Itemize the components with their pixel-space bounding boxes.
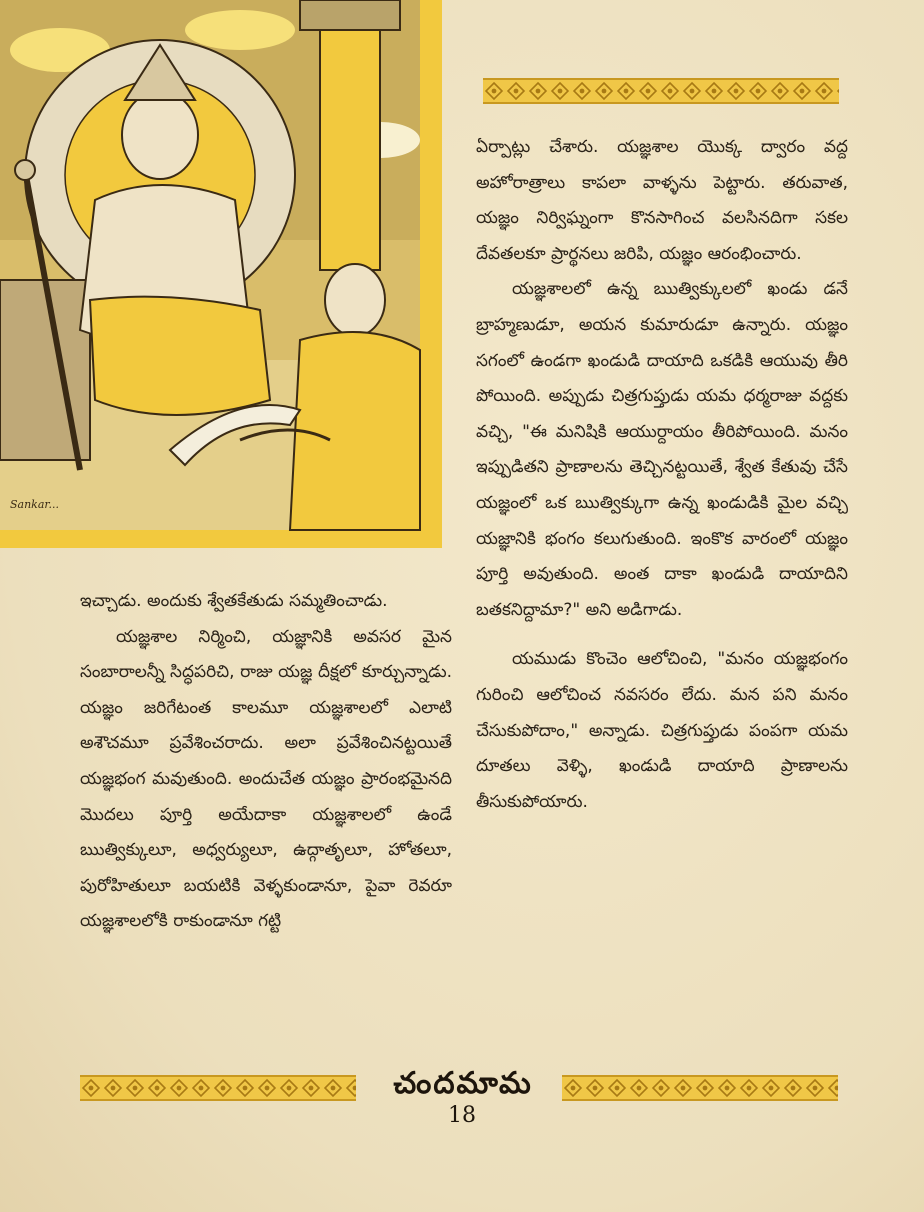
magazine-name: చందమామ [393,1066,533,1101]
left-text-column [80,584,452,940]
paragraph: యముడు కొంచెం ఆలోచించి, "మనం యజ్ఞభంగం గురించి ఆలోచించ నవసరం లేదు. మన పని మనం చేసుకుపోదాం," అన్నాడు. చిత్రగుప్తుడు పంపగా యమ దూతలు వెళ్ళి, ఖండుడి దాయాది ప్రాణాలను తీసుకుపోయారు. [476,649,848,812]
paragraph: ఏర్పాట్లు చేశారు. యజ్ఞశాల యొక్క ద్వారం వద్ద అహోరాత్రాలు కాపలా వాళ్ళను పెట్టారు. తరువాత, యజ్ఞం నిర్విఘ్నంగా కొనసాగించ వలసినదిగా సకల దేవతలకూ ప్రార్థనలు జరిపి, యజ్ఞం ఆరంభించారు. [476,137,848,264]
page-number: 18 [448,1103,476,1128]
paragraph: యజ్ఞశాలలో ఉన్న ఋత్విక్కులలో ఖండు డనే బ్రాహ్మణుడూ, అయన కుమారుడూ ఉన్నారు. యజ్ఞం సగంలో ఉండగా ఖండుడి దాయాది ఒకడికి ఆయువు తీరి పోయింది. అప్పుడు చిత్రగుప్తుడు యమ ధర్మరాజు వద్దకు వచ్చి, "ఈ మనిషికి ఆయుర్దాయం తీరిపోయింది. మనం ఇప్పుడితని ప్రాణాలను తెచ్చినట్టయితే, శ్వేత కేతువు చేసే యజ్ఞంలో ఒక ఋత్విక్కుగా ఉన్న ఖండుడికి మైల వచ్చి యజ్ఞానికి భంగం కలుగుతుంది. ఇంకొక వారంలో యజ్ఞం పూర్తి అవుతుంది. అంత దాకా ఖండుడి దాయాదిని బతకనిద్దామా?" అని అడిగాడు. [476,279,848,620]
illustration-art [0,0,442,548]
decorative-border-footer-left [80,1075,356,1101]
paragraph: ఇచ్చాడు. అందుకు శ్వేతకేతుడు సమ్మతించాడు. [80,591,388,611]
decorative-border-top [483,78,839,104]
paragraph: యజ్ఞశాల నిర్మించి, యజ్ఞానికి అవసర మైన సంబారాలన్నీ సిద్ధపరిచి, రాజు యజ్ఞ దీక్షలో కూర్చున్నాడు. యజ్ఞం జరిగేటంత కాలమూ యజ్ఞశాలలో ఎలాటి అశౌచమూ ప్రవేశించరాదు. అలా ప్రవేశించినట్టయితే యజ్ఞభంగ మవుతుంది. అందుచేత యజ్ఞం ప్రారంభమైనది మొదలు పూర్తి అయేదాకా యజ్ఞశాలలో ఉండే ఋత్విక్కులూ, అధ్వర్యులూ, ఉద్గాతృలూ, హోతలూ, పురోహితులూ బయటికి వెళ్ళకుండానూ, పైవా రెవరూ యజ్ఞశాలలోకి రాకుండానూ గట్టి [80,626,452,932]
artist-signature: Sankar... [10,498,59,511]
right-text-column [476,130,848,820]
decorative-border-footer-right [562,1075,838,1101]
illustration-yama-chitragupta [0,0,442,548]
